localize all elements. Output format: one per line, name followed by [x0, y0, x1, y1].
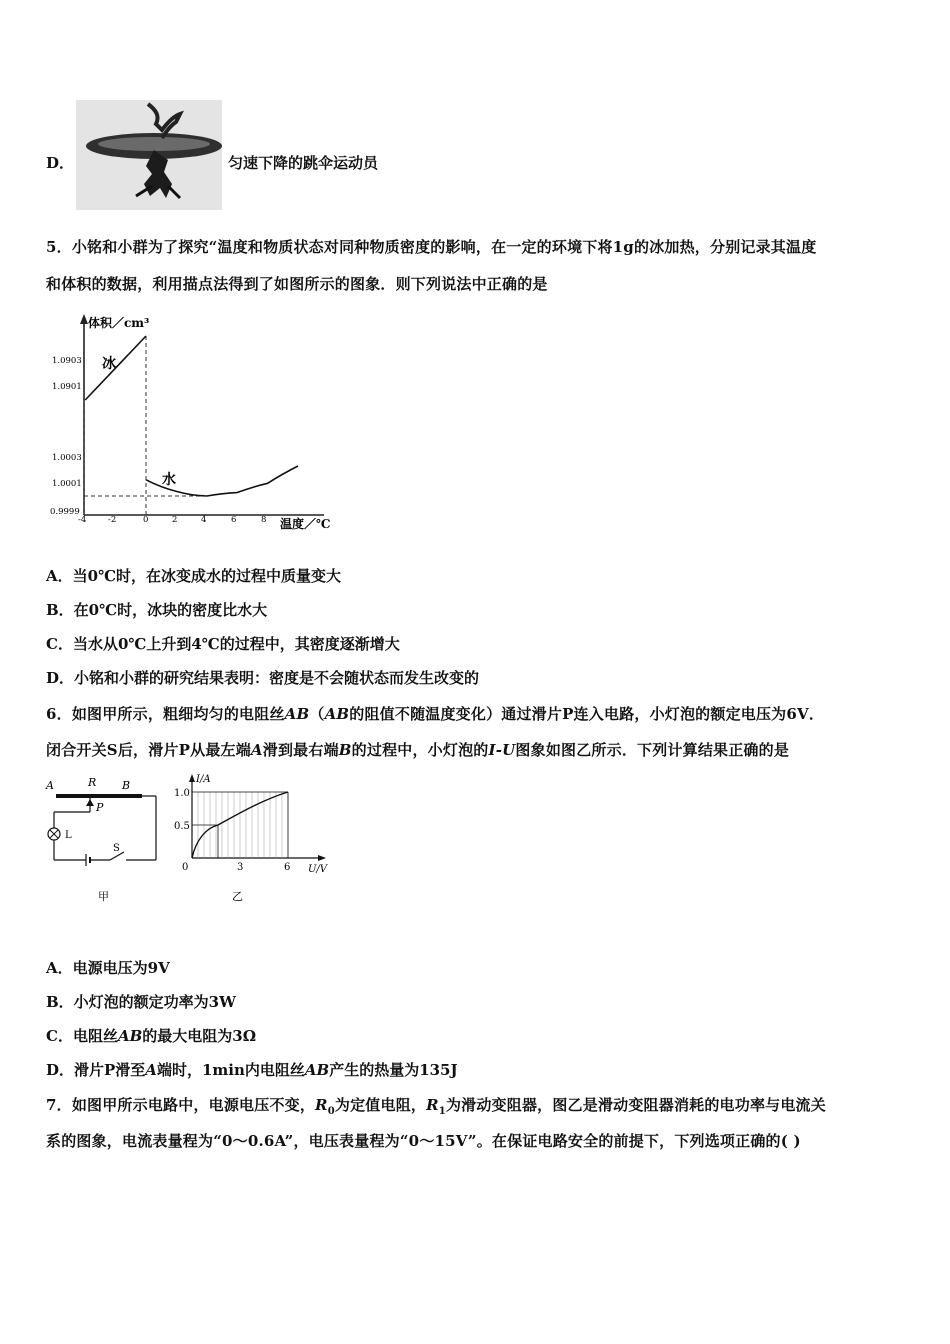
q7-stem-line1: 7．如图甲所示电路中，电源电压不变，$R_0$为定值电阻，$R_1$为滑动变阻器，图乙是滑动变阻器消耗的电功率与电流关	[46, 1096, 826, 1117]
y-tick-5: 0.9999	[50, 507, 80, 517]
q6-option-c: C．电阻丝AB的最大电阻为3Ω	[46, 1027, 257, 1045]
y-axis-label: 体积／cm³	[88, 316, 150, 330]
caption-jia: 甲	[98, 890, 109, 903]
yi-y-tick-2: 0.5	[174, 821, 190, 832]
y-tick-1: 1.0903	[52, 356, 82, 366]
label-p: P	[96, 801, 104, 814]
label-l: L	[65, 830, 72, 841]
label-r: R	[88, 776, 97, 789]
q5-stem-line2: 和体积的数据，利用描点法得到了如图所示的图象．则下列说法中正确的是	[46, 275, 548, 293]
q4-option-d-text: 匀速下降的跳伞运动员	[228, 154, 379, 172]
q6-stem-line2: 闭合开关S后，滑片P从最左端A滑到最右端B的过程中，小灯泡的I-U图象如图乙所示．下列计算结果正确的是	[46, 741, 790, 759]
x-tick-7: 8	[261, 515, 267, 525]
label-s: S	[113, 843, 120, 854]
q6-option-b: B．小灯泡的额定功率为3W	[46, 993, 236, 1011]
iu-graph-yi	[174, 770, 334, 906]
q6-option-d: D．滑片P滑至A端时，1min内电阻丝AB产生的热量为135J	[46, 1061, 458, 1079]
ice-series-label: 冰	[102, 356, 116, 372]
q6-stem-line1: 6．如图甲所示，粗细均匀的电阻丝AB（AB的阻值不随温度变化）通过滑片P连入电路，小灯泡的额定电压为6V．	[46, 705, 825, 723]
label-b: B	[122, 779, 131, 792]
water-series-label: 水	[162, 472, 176, 488]
q7-stem-line2: 系的图象，电流表量程为“0～0.6A”，电压表量程为“0～15V”。在保证电路安全的前提下，下列选项正确的( )	[46, 1132, 801, 1150]
y-tick-2: 1.0901	[52, 382, 82, 392]
yi-y-label: I/A	[196, 774, 211, 785]
x-tick-1: -4	[78, 515, 87, 525]
x-tick-3: 0	[143, 515, 149, 525]
yi-x-tick-3: 3	[237, 862, 244, 873]
yi-x-tick-0: 0	[182, 862, 189, 873]
x-axis-label: 温度／℃	[280, 517, 331, 531]
y-tick-4: 1.0001	[52, 479, 82, 489]
y-axis-arrow	[80, 314, 88, 324]
resistance-wire	[56, 794, 142, 798]
q4-option-d-label: D．	[46, 154, 75, 172]
parachutist-photo	[76, 100, 222, 210]
circuit-diagram-jia	[40, 772, 170, 906]
yi-x-label: U/V	[308, 864, 328, 875]
caption-yi: 乙	[232, 890, 243, 903]
x-tick-6: 6	[231, 515, 237, 525]
x-tick-4: 2	[172, 515, 178, 525]
q5-option-b: B．在0℃时，冰块的密度比水大	[46, 601, 268, 619]
volume-temperature-chart	[44, 310, 344, 534]
q5-option-d: D．小铭和小群的研究结果表明：密度是不会随状态而发生改变的	[46, 669, 480, 687]
yi-y-tick-1: 1.0	[174, 788, 190, 799]
q6-option-a: A．电源电压为9V	[46, 959, 170, 977]
q5-option-a: A．当0℃时，在冰变成水的过程中质量变大	[46, 567, 342, 585]
y-tick-3: 1.0003	[52, 453, 82, 463]
q5-stem-line1: 5．小铭和小群为了探究“温度和物质状态对同种物质密度的影响，在一定的环境下将1g的冰加热，分别记录其温度	[46, 238, 817, 256]
chart-svg	[44, 310, 344, 534]
x-tick-2: -2	[108, 515, 117, 525]
q5-option-c: C．当水从0℃上升到4℃的过程中，其密度逐渐增大	[46, 635, 400, 653]
x-tick-5: 4	[201, 515, 207, 525]
parachutist-illustration	[76, 100, 222, 210]
label-a: A	[46, 779, 54, 792]
yi-x-tick-6: 6	[284, 862, 291, 873]
